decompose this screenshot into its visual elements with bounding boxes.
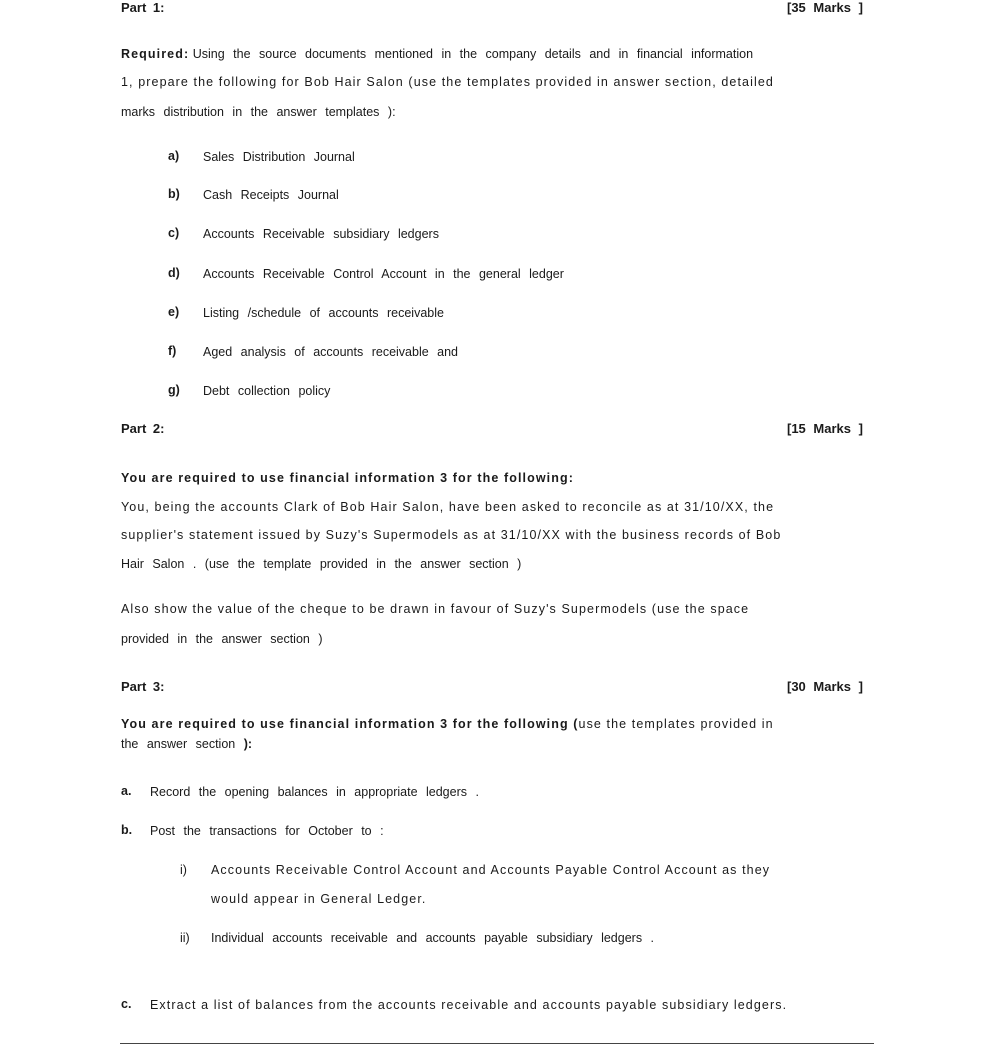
- part3-heading-line1: [121, 716, 774, 732]
- part1-item-f-text: Aged analysis of accounts receivable and: [203, 345, 459, 359]
- required-text-1: Using the source documents mentioned in the company details and in financial information: [192, 47, 754, 61]
- part1-item-d-text: Accounts Receivable Control Account in the general ledger: [203, 267, 564, 281]
- part1-item-c-text: Accounts Receivable subsidiary ledgers: [203, 227, 439, 241]
- part3-item-c-label: c.: [121, 997, 132, 1011]
- part1-required-line2: 1, prepare the following for Bob Hair Salon (use the templates provided in answer section, detailed: [121, 75, 774, 89]
- part2-title: Part 2:: [121, 421, 165, 436]
- part1-item-a-text: Sales Distribution Journal: [203, 150, 355, 164]
- part2-para2-line2: provided in the answer section ): [121, 632, 323, 646]
- required-label: Required:: [121, 47, 190, 61]
- part3-subitem-ii-text: Individual accounts receivable and accounts payable subsidiary ledgers .: [211, 931, 655, 945]
- part2-marks: [15 Marks ]: [787, 421, 863, 436]
- part2-para1-line3: Hair Salon . (use the template provided in the answer section ): [121, 557, 522, 571]
- bottom-divider: [120, 1043, 874, 1044]
- part1-title: Part 1:: [121, 0, 165, 15]
- part3-item-c-text: Extract a list of balances from the accounts receivable and accounts payable subsidiary ledgers.: [150, 998, 788, 1012]
- part1-item-d-label: d): [168, 266, 180, 280]
- part3-heading-line2-end: ):: [243, 737, 253, 751]
- part2-para1-line1: You, being the accounts Clark of Bob Hair Salon, have been asked to reconcile as at 31/10/XX, the: [121, 500, 775, 514]
- part1-item-f-label: f): [168, 344, 177, 358]
- part1-required-line3: marks distribution in the answer templates ):: [121, 105, 396, 119]
- part3-heading-line2: [121, 736, 252, 752]
- part3-heading-bold: You are required to use financial information 3 for the following (: [121, 717, 579, 731]
- part3-heading-rest: use the templates provided in: [578, 717, 774, 731]
- part1-item-e-label: e): [168, 305, 180, 319]
- part3-title: Part 3:: [121, 679, 165, 694]
- part1-item-a-label: a): [168, 149, 180, 163]
- part1-item-b-text: Cash Receipts Journal: [203, 188, 339, 202]
- part2-para2-line1: Also show the value of the cheque to be drawn in favour of Suzy's Supermodels (use the space: [121, 602, 750, 616]
- part3-heading-line2-text: the answer section: [121, 737, 244, 751]
- part3-subitem-i-label: i): [180, 863, 187, 877]
- part3-item-a-text: Record the opening balances in appropriate ledgers .: [150, 785, 479, 799]
- part1-item-e-text: Listing /schedule of accounts receivable: [203, 306, 444, 320]
- part3-item-b-text: Post the transactions for October to :: [150, 824, 384, 838]
- part2-heading: You are required to use financial information 3 for the following:: [121, 471, 574, 485]
- part3-subitem-ii-label: ii): [180, 931, 190, 945]
- part1-required-line1: [121, 46, 753, 62]
- part1-item-g-label: g): [168, 383, 180, 397]
- part3-subitem-i-line1: Accounts Receivable Control Account and Accounts Payable Control Account as they: [211, 863, 771, 877]
- part2-para1-line2: supplier's statement issued by Suzy's Supermodels as at 31/10/XX with the business records of Bob: [121, 528, 782, 542]
- part3-item-b-label: b.: [121, 823, 133, 837]
- part3-marks: [30 Marks ]: [787, 679, 863, 694]
- part1-item-g-text: Debt collection policy: [203, 384, 331, 398]
- part3-subitem-i-line2: would appear in General Ledger.: [211, 892, 427, 906]
- part1-item-c-label: c): [168, 226, 180, 240]
- part1-marks: [35 Marks ]: [787, 0, 863, 15]
- part3-item-a-label: a.: [121, 784, 132, 798]
- part1-item-b-label: b): [168, 187, 180, 201]
